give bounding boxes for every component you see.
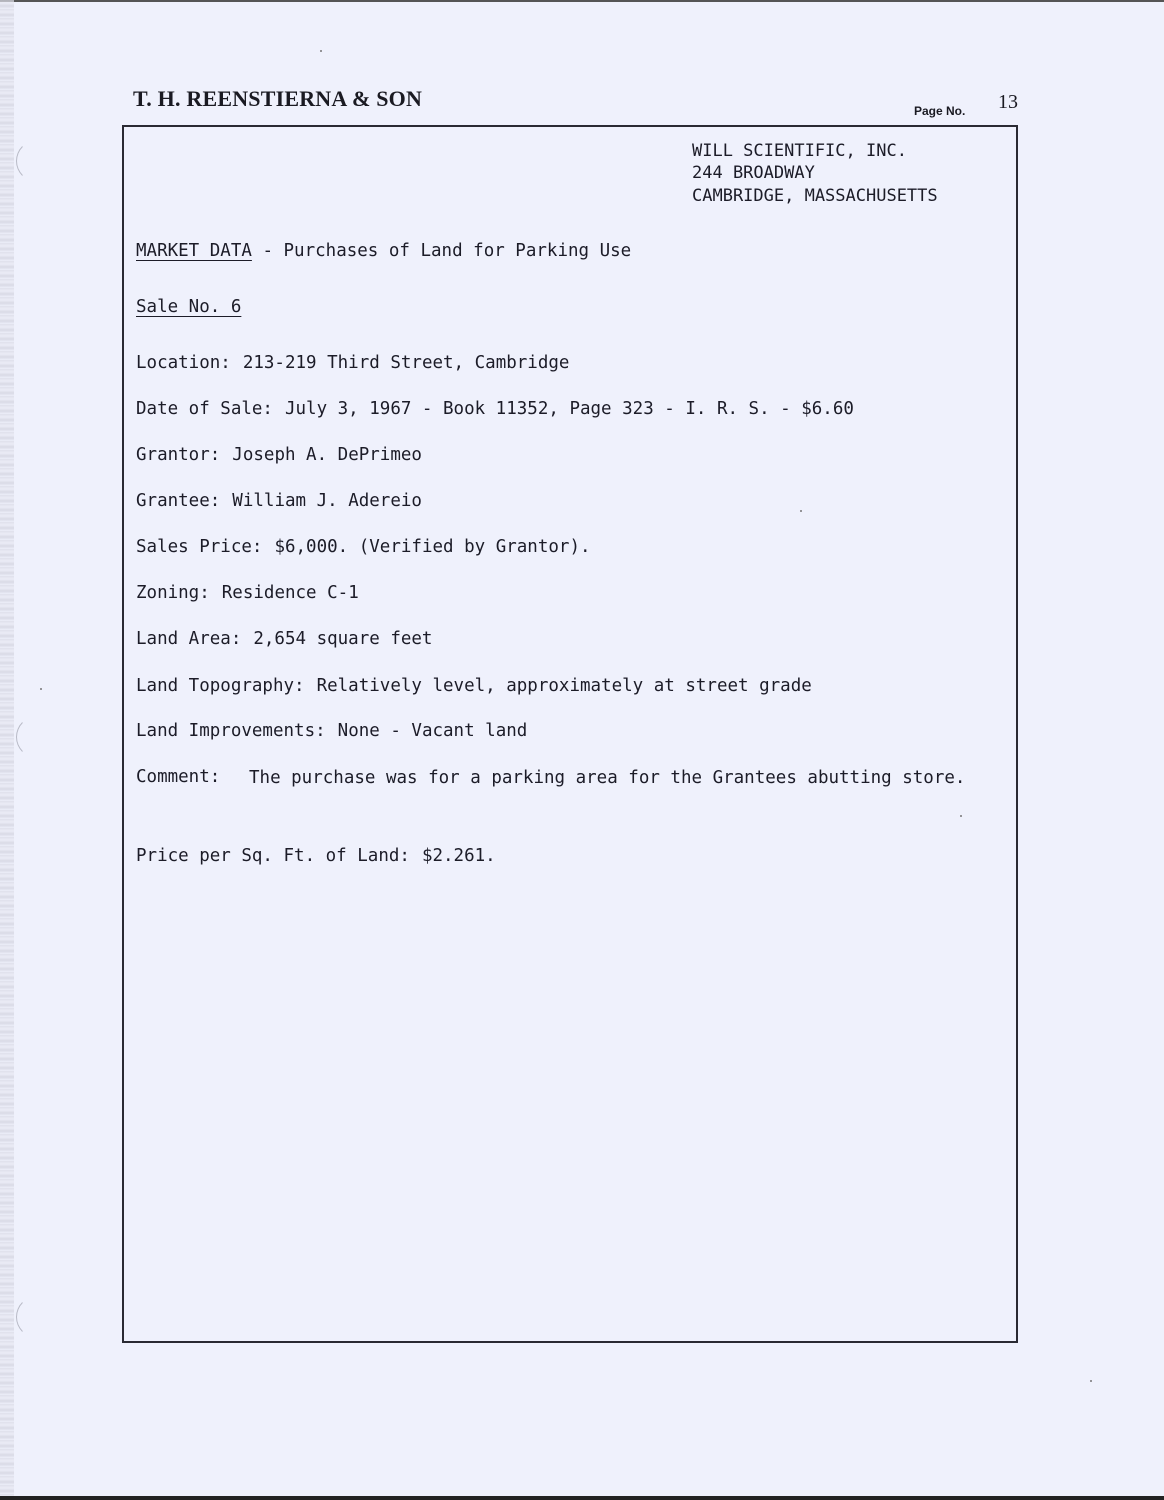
scan-speck [1090, 1380, 1092, 1382]
zoning-label: Zoning: [136, 583, 210, 603]
grantee-label: Grantee: [136, 491, 221, 511]
location-value: 213-219 Third Street, Cambridge [242, 353, 570, 373]
page-number: 13 [998, 91, 1018, 113]
sales-price-line [136, 537, 591, 557]
price-per-sqft-line [136, 846, 496, 866]
zoning-value: Residence C-1 [221, 583, 359, 603]
land-topography-label: Land Topography: [136, 676, 305, 696]
location-label: Location: [136, 353, 231, 373]
grantor-line [136, 445, 422, 465]
scan-left-edge [0, 0, 14, 1500]
grantee-line [136, 491, 422, 511]
bottom-edge [0, 1496, 1164, 1500]
scan-speck [960, 815, 962, 817]
section-title: MARKET DATA [136, 241, 252, 261]
land-topography-line [136, 676, 812, 696]
sale-number-line [136, 297, 241, 317]
sales-price-label: Sales Price: [136, 537, 263, 557]
client-city: CAMBRIDGE, MASSACHUSETTS [692, 186, 938, 206]
date-of-sale-label: Date of Sale: [136, 399, 273, 419]
scan-speck [800, 510, 802, 512]
firm-name: T. H. REENSTIERNA & SON [133, 86, 423, 111]
comment-value: The purchase was for a parking area for the Grantees abutting store. [249, 768, 966, 788]
client-name: WILL SCIENTIFIC, INC. [692, 141, 907, 161]
land-area-label: Land Area: [136, 629, 242, 649]
date-of-sale-value: July 3, 1967 - Book 11352, Page 323 - I. R. S. - $6.60 [284, 399, 854, 419]
land-area-value: 2,654 square feet [253, 629, 433, 649]
land-topography-value: Relatively level, approximately at street grade [316, 676, 812, 696]
client-street: 244 BROADWAY [692, 163, 815, 183]
date-of-sale-line [136, 399, 854, 419]
grantor-label: Grantor: [136, 445, 221, 465]
zoning-line [136, 583, 359, 603]
scan-speck [40, 688, 42, 690]
location-line [136, 353, 569, 373]
grantee-value: William J. Adereio [232, 491, 422, 511]
land-improvements-value: None - Vacant land [337, 721, 528, 741]
section-heading [136, 241, 631, 261]
grantor-value: Joseph A. DePrimeo [232, 445, 422, 465]
page-label: Page No. [914, 104, 966, 118]
section-subtitle: - Purchases of Land for Parking Use [251, 241, 632, 261]
sales-price-value: $6,000. (Verified by Grantor). [274, 537, 591, 557]
price-per-sqft-value: $2.261. [421, 846, 496, 866]
sale-number: Sale No. 6 [136, 297, 242, 317]
land-area-line [136, 629, 432, 649]
punch-hole-middle [16, 716, 58, 758]
price-per-sqft-label: Price per Sq. Ft. of Land: [136, 846, 410, 866]
comment-label: Comment: [136, 767, 221, 787]
top-edge [0, 0, 1164, 2]
land-improvements-line [136, 721, 527, 741]
scan-speck [320, 50, 322, 52]
punch-hole-top [16, 140, 58, 182]
land-improvements-label: Land Improvements: [136, 721, 326, 741]
punch-hole-bottom [16, 1296, 58, 1338]
